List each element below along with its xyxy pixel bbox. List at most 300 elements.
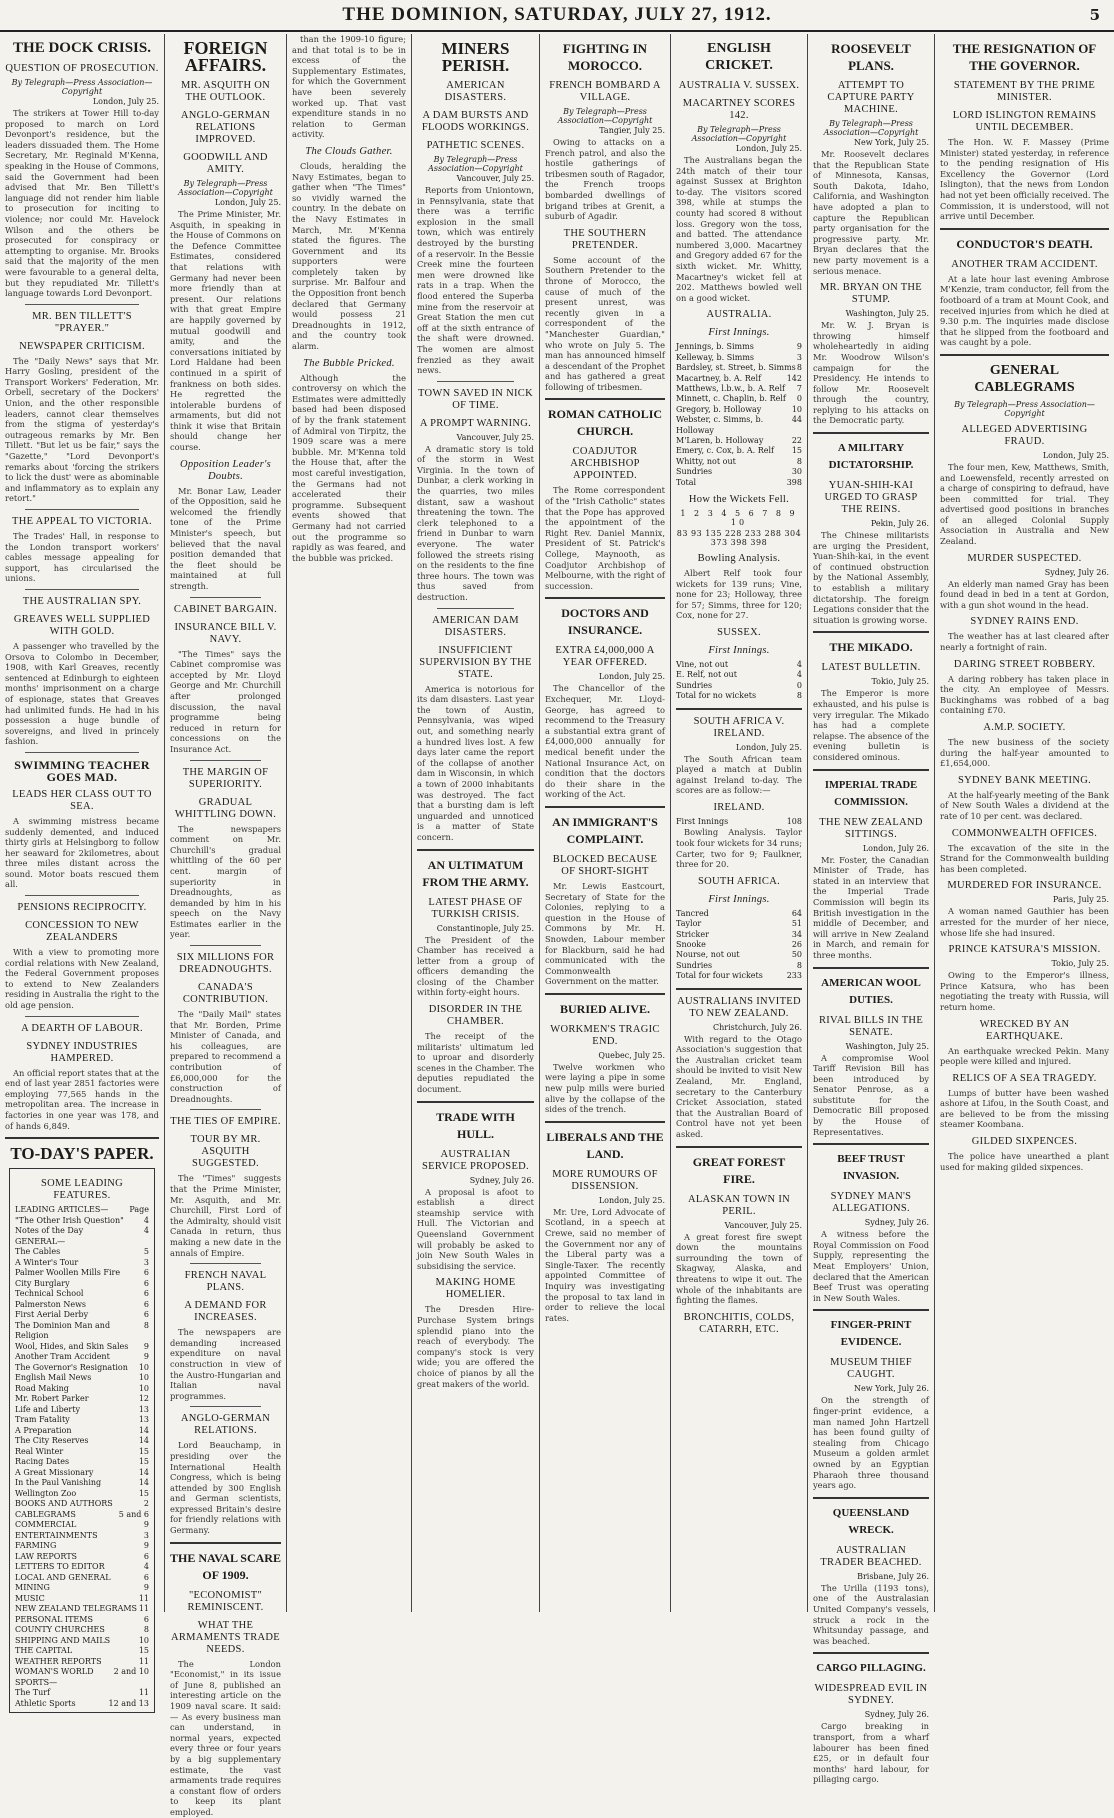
score-row-value: 142 (786, 373, 802, 383)
toc-item-label: Wellington Zoo (15, 1488, 77, 1498)
score-row (676, 681, 802, 691)
article-headline: AMERICAN DAM DISASTERS. (432, 614, 519, 638)
masthead-title: THE DOMINION, SATURDAY, JULY 27, 1912. (342, 4, 772, 25)
toc-item-value: 15 (138, 1446, 149, 1456)
article-subhead: ANGLO-GERMAN RELATIONS IMPROVED. (180, 110, 271, 145)
toc-item-value: 9 (143, 1352, 149, 1362)
table-of-contents (9, 1168, 155, 1713)
score-row-label: Emery, c. Cox, b. A. Relf (676, 446, 774, 456)
toc-item-label: CABLEGRAMS (15, 1509, 76, 1519)
column-2 (165, 34, 287, 1817)
article-subhead: ANOTHER TRAM ACCIDENT. (951, 258, 1098, 270)
toc-item-label: LETTERS TO EDITOR (15, 1562, 105, 1572)
toc-item-label: MINING (15, 1583, 50, 1593)
toc-item-value: 6 (143, 1268, 149, 1278)
article-subhead: YUAN-SHIH-KAI URGED TO GRASP THE REINS. (824, 480, 918, 516)
article-body: Twelve workmen who were laying a pipe in some new pulp mills were buried alive by the collapse of the sides of the trench. (545, 1061, 665, 1115)
article-body: Mr. Foster, the Canadian Minister of Trade, has stated in an interview that the Imperial Trade Commission will begin its British investigation in the middle of December, and will arrive in New Zealand in March, and remain for three months. (813, 854, 929, 960)
article-headline: MR. BRYAN ON THE STUMP. (819, 282, 923, 306)
article-body: Mr. Lewis Eastcourt, Secretary of State for the Colonies, replying to a question in the House of Commons by Mr. H. Snowden, Labour member for Blackburn, said he had communicated with the Commonwealth Government on the matter. (545, 880, 665, 987)
article-headline: IMPERIAL TRADE COMMISSION. (824, 779, 918, 808)
article-headline: THE AUSTRALIAN SPY. (22, 595, 142, 607)
article-subhead: QUESTION OF PROSECUTION. (5, 63, 159, 74)
article-headline: PRINCE KATSURA'S MISSION. (948, 944, 1101, 956)
toc-item-label: Palmer Woollen Mills Fire (15, 1268, 121, 1278)
article-headline: CABINET BARGAIN. (173, 603, 278, 615)
article-headline: SIX MILLIONS FOR DREADNOUGHTS. (176, 952, 275, 976)
toc-item-label: ENTERTAINMENTS (15, 1530, 98, 1540)
score-row-value: 398 (786, 477, 802, 487)
article-body: The Trades' Hall, in response to the London transport workers' cables message appealing for support, has circularised the unions. (5, 531, 159, 584)
toc-item-label: First Aerial Derby (15, 1310, 89, 1320)
score-row (676, 930, 802, 940)
article-body: Mr. W. J. Bryan is throwing himself wholeheartedly in aiding Mr. Woodrow Wilson's campaign for the Presidency. He intends to follow Mr. Roosevelt through the country, replying to his attacks on the Democratic party. (813, 320, 929, 426)
dateline: New York, July 25. (854, 138, 929, 147)
score-value: 108 (786, 816, 802, 826)
score-row-value: 0 (796, 394, 802, 404)
article-subhead: GREAVES WELL SUPPLIED WITH GOLD. (13, 613, 151, 637)
article-body: A passenger who travelled by the Orsova to Colombo in December, 1908, with Karl Greaves, recently sentenced at Edinburgh to eighteen months' imprisonment on a charge of espionage, states that Greaves had unlimited funds. He had in his possession a huge bundle of sovereigns, and lived in princely fashion. (5, 640, 159, 747)
column-8 (935, 34, 1114, 1612)
team-heading: AUSTRALIA. (706, 309, 772, 321)
article-headline: PENSIONS RECIPROCITY. (17, 902, 147, 914)
toc-item-label: Life and Liberty (15, 1404, 80, 1414)
article-subhead: RIVAL BILLS IN THE SENATE. (818, 1014, 924, 1038)
toc-item (15, 1205, 149, 1216)
dateline: Constantinople, July 25. (436, 923, 534, 933)
fow-numbers: 1 2 3 4 5 6 7 8 9 10 (680, 509, 798, 527)
toc-list (15, 1205, 149, 1709)
bowling-analysis: Albert Relf took four wickets for 139 runs; Vine, none for 23; Holloway, three for 57; Simms, three for 120; Cox, none for 27. (676, 568, 802, 621)
score-row-label: Minnett, c. Chaplin, b. Relf (676, 394, 786, 404)
toc-item (15, 1552, 149, 1563)
article-body: America is notorious for its dam disasters. Last year the town of Austin, Pennsylvania, was wiped out, and something nearly a hundred lives lost. A few days later came the report of the collapse of another dam in Wisconsin, in which a town of 2000 inhabitants was destroyed. The fact that a bursting dam is left unguarded and unnoticed is a matter of State concern. (417, 683, 534, 842)
article-subhead: SYDNEY INDUSTRIES HAMPERED. (26, 1040, 138, 1064)
toc-item-value: 9 (143, 1583, 149, 1593)
toc-item (15, 1405, 149, 1416)
dateline: Sydney, July 26. (864, 1710, 929, 1720)
article-headline: THE APPEAL TO VICTORIA. (12, 516, 152, 527)
column-5 (540, 34, 671, 1612)
toc-item-value: 10 (138, 1373, 149, 1383)
score-row (676, 467, 802, 477)
toc-item-value: 13 (138, 1404, 149, 1414)
dateline: Tokio, July 25. (1051, 959, 1109, 969)
score-row-value: 15 (791, 446, 802, 456)
score-row-value: 3 (796, 352, 802, 362)
article-subhead: "ECONOMIST" REMINISCENT. (187, 1589, 264, 1613)
toc-item (15, 1510, 149, 1521)
toc-item-value: 2 (143, 1499, 149, 1509)
article-subhead: LATEST PHASE OF TURKISH CRISIS. (428, 896, 523, 920)
article-body: Mr. Roosevelt declares that the Republican State of Minnesota, Kansas, South Dakota, Idaho, California, and Washington have adopted a plan to capture the Republican party organisation for the progressive party. Mr. Bryan declares that the new party movement is a serious menace. (813, 149, 929, 276)
toc-item (15, 1636, 149, 1647)
toc-item-label: Wool, Hides, and Skin Sales (15, 1341, 129, 1351)
toc-item-label: FARMING (15, 1541, 57, 1551)
toc-item (15, 1583, 149, 1594)
toc-item-label: GENERAL— (15, 1236, 66, 1246)
toc-item-value: 8 (143, 1625, 149, 1635)
score-row-value: 0 (796, 680, 802, 690)
article-headline: GILDED SIXPENCES. (971, 1136, 1078, 1148)
score-row-label: Webster, c. Simms, b. Holloway (676, 415, 764, 435)
article-headline: THE DOCK CRISIS. (13, 40, 151, 56)
article-body: Mr. Ure, Lord Advocate of Scotland, in a speech at Crewe, said no member of the Government nor any of the Liberal party was a Single-Taxer. The recently appointed Committee of Inquiry was investigating the proposal to tax land in order to relieve the local rates. (545, 1206, 665, 1323)
column-6 (671, 34, 808, 1612)
toc-item (15, 1604, 149, 1615)
article-headline: THE MIKADO. (829, 640, 913, 655)
dateline: London, July 25. (1042, 450, 1109, 460)
article-subhead: INSUFFICIENT SUPERVISION BY THE STATE. (419, 644, 532, 680)
article-subhead: MACARTNEY SCORES 142. (682, 98, 796, 121)
toc-item-label: Mr. Robert Parker (15, 1394, 89, 1404)
article-body: Owing to the Emperor's illness, Prince Katsura, who has been negotiating the treaty with Russia, will return home. (940, 970, 1109, 1012)
article-body: Although the controversy on which the Estimates were admittedly based had been disposed of by the frank statement of Admiral von Tirpitz, the 1909 scare was a mere bubble. Mr. M'Kenna told the House that, after the most careful investigation, the Germans had not accelerated their programme. Subsequent events showed that Germany had not carried out the programme so rapidly as was feared, and the bubble was pricked. (292, 372, 406, 563)
toc-item-label: A Great Missionary (15, 1467, 94, 1477)
score-row-value: 22 (791, 435, 802, 445)
toc-item (15, 1289, 149, 1300)
article-subhead: AMERICAN DISASTERS. (444, 80, 507, 103)
article-body: The Rome correspondent of the "Irish Catholic" states that the Pope has approved the appointment of the Right Rev. Daniel Mannix, President of St. Patrick's College, Maynooth, as Coadjutor Archbishop of Melbourne, with the right of succession. (545, 485, 665, 591)
article-headline: DOCTORS AND INSURANCE. (561, 606, 649, 638)
score-row (676, 415, 802, 436)
article-headline: LIBERALS AND THE LAND. (546, 1129, 664, 1161)
article-headline: A.M.P. SOCIETY. (983, 722, 1066, 733)
toc-item (15, 1562, 149, 1573)
bowling-heading: Bowling Analysis. (697, 553, 781, 564)
article-body: Owing to attacks on a French patrol, and also the hostile gatherings of tribesmen south of Ragador, the French troops bombarded dwellings of brigand tribes at Grenit, a suburb of Agadir. (545, 137, 665, 222)
toc-item-label: The Dominion Man and Religion (15, 1320, 111, 1341)
dateline: Vancouver, July 25. (456, 174, 534, 183)
article-subhead: WIDESPREAD EVIL IN SYDNEY. (814, 1683, 928, 1707)
toc-item (15, 1268, 149, 1279)
score-row-label: Sundries (676, 680, 713, 690)
article-headline: COMMONWEALTH OFFICES. (951, 827, 1098, 839)
article-headline: MURDER SUSPECTED. (967, 552, 1082, 564)
article-headline: SOUTH AFRICA V. IRELAND. (693, 715, 785, 739)
article-body: The police have unearthed a plant used for making gilded sixpences. (940, 1151, 1109, 1172)
advert-headline: BRONCHITIS, COLDS, CATARRH, ETC. (683, 1311, 795, 1335)
article-headline: A DEARTH OF LABOUR. (21, 1022, 143, 1034)
toc-item-value: 10 (138, 1362, 149, 1372)
toc-item (15, 1310, 149, 1321)
toc-item (15, 1478, 149, 1489)
article-headline: CONDUCTOR'S DEATH. (956, 236, 1093, 251)
score-row-label: E. Relf, not out (676, 670, 737, 680)
column-1 (0, 34, 165, 1708)
score-row-value: 51 (791, 919, 802, 929)
article-headline: FOREIGN AFFAIRS. (183, 38, 268, 75)
column-3 (287, 34, 412, 1612)
section-headline: GENERAL CABLEGRAMS (974, 362, 1075, 395)
toc-item-value: 5 and 6 (118, 1509, 149, 1519)
dateline: Vancouver, July 25. (456, 432, 534, 442)
article-body: The Chinese militarists are urging the President, Yuan-Shih-kai, in the event of continued obstruction by the National Assembly, to establish a military dictatorship. The foreign Legations consider that the situation is growing worse. (813, 530, 929, 625)
article-body: The newspapers comment on Mr. Churchill's gradual whittling of the 60 per cent. margin of superiority in Dreadnoughts, as demanded by him in his speech on the Navy Estimates earlier in the year. (170, 823, 281, 940)
toc-item-label: SHIPPING AND MAILS (15, 1635, 111, 1645)
article-body: A proposal is afoot to establish a direct steamship service with Hull. The Victorian and Queensland Government will probably be asked to join New South Wales in subsidising the service. (417, 1186, 534, 1271)
dateline: London, July 25. (92, 97, 159, 106)
toc-item-value: 11 (138, 1604, 149, 1614)
score-row (676, 405, 802, 415)
toc-item (15, 1699, 149, 1710)
dateline: London, July 25. (214, 198, 281, 207)
article-body: The Prime Minister, Mr. Asquith, in speaking in the House of Commons on the Defence Committee Estimates, considered that relations with Germany had never been more friendly than at present. Our relations with that great Empire are happily governed by mutual goodwill and amity, and the conversations initiated by Lord Haldane had been continued in a spirit of frankness on both sides. He regretted the intolerable burdens of armaments, but did not think it wise that Britain should change her course. (170, 209, 281, 453)
dateline: London, July 26. (862, 843, 929, 853)
toc-item (15, 1468, 149, 1479)
toc-item-label: City Burglary (15, 1278, 70, 1288)
article-headline: FINGER-PRINT EVIDENCE. (830, 1319, 912, 1349)
toc-item-label: Road Making (15, 1383, 69, 1393)
toc-item-value: 4 (143, 1226, 149, 1236)
toc-item (15, 1394, 149, 1405)
score-row-label: Vine, not out (676, 659, 729, 669)
article-headline: MINERS PERISH. (441, 39, 510, 75)
toc-item (15, 1688, 149, 1699)
article-subhead: AUSTRALIAN TRADER BEACHED. (820, 1544, 922, 1568)
toc-item-label: English Mail News (15, 1373, 92, 1383)
article-body: The Australians began the 24th match of their tour against Sussex at Brighton to-day. The visitors scored 398, while at stumps the county had scored 8 without loss. Gregory won the toss, and batted. The attendance numbered 3,000. Macartney and Gregory added 67 for the sixth wicket. Mr. Whitty, Macartney's wicket fell at 202. Matthews bowled well on a good wicket. (676, 155, 802, 303)
article-headline: SYDNEY BANK MEETING. (957, 774, 1092, 786)
toc-item (15, 1216, 149, 1227)
article-body: A compromise Wool Tariff Revision Bill has been introduced by Senator Penrose, as a substitute for the Democratic Bill proposed by the House of Representatives. (813, 1052, 929, 1137)
article-subhead: DISORDER IN THE CHAMBER. (428, 1004, 523, 1028)
scorecard (676, 660, 802, 702)
toc-item (15, 1415, 149, 1426)
article-body: Lord Beauchamp, in presiding over the International Health Congress, which is being attended by 300 English and German scientists, expressed Britain's desire for friendly relations with Germany. (170, 1440, 281, 1536)
score-row-label: Total for four wickets (676, 971, 763, 981)
dateline: Tangier, July 25. (599, 126, 665, 135)
article-body: The new business of the society during the half-year amounted to £1,654,000. (940, 737, 1109, 769)
score-row-value: 8 (796, 960, 802, 970)
toc-item-value: 6 (143, 1614, 149, 1624)
article-headline: ENGLISH CRICKET. (705, 41, 773, 73)
article-body: Clouds, heralding the Navy Estimates, began to gather when "The Times" so vividly warned the country. In the debate on the Navy Estimates in March, Mr. M'Kenna stated the figures. The Government and its supporters were completely taken by surprise. Mr. Balfour and the Opposition front bench declared that Germany would possess 21 Dreadnoughts in 1912, and the country took alarm. (292, 160, 406, 352)
toc-item (15, 1300, 149, 1311)
article-body: On the strength of finger-print evidence, a man named John Hartzell has been found guilty of stealing from Chicago Museum a golden armlet owned by an Egyptian Pharaoh three thousand years ago. (813, 1395, 929, 1491)
article-subhead: MORE RUMOURS OF DISSENSION. (552, 1168, 658, 1192)
columns (0, 34, 1114, 1817)
fow-heading: How the Wickets Fell. (688, 494, 790, 505)
score-row-label: Snooke (676, 939, 706, 949)
dateline: Pekin, July 26. (870, 519, 929, 529)
team-heading: SOUTH AFRICA. (697, 875, 781, 887)
innings-label: First Innings. (708, 327, 770, 339)
article-subhead: A DAM BURSTS AND FLOODS WORKINGS. (421, 110, 530, 133)
score-row-label: Macartney, b. A. Relf (676, 373, 762, 383)
article-headline: ROMAN CATHOLIC CHURCH. (547, 407, 663, 439)
toc-headline: TO-DAY'S PAPER. (10, 1144, 154, 1164)
toc-item-value: 9 (143, 1520, 149, 1530)
toc-item-value: 14 (138, 1467, 149, 1477)
article-body: At the half-yearly meeting of the Bank of New South Wales a dividend at the rate of 10 per cent. was declared. (940, 789, 1109, 821)
score-row (676, 353, 802, 363)
article-body: The Urilla (1193 tons), one of the Australasian United Company's vessels, struck a rock in the Whitsunday passage, and was beached. (813, 1582, 929, 1646)
score-row-value: 64 (791, 908, 802, 918)
toc-item-label: LEADING ARTICLES— (15, 1205, 109, 1215)
article-headline: DARING STREET ROBBERY. (953, 658, 1096, 670)
article-subhead: A PROMPT WARNING. (419, 417, 532, 429)
dateline: Washington, July 25. (845, 309, 929, 319)
toc-item-label: WOMAN'S WORLD (15, 1667, 94, 1677)
toc-item (15, 1499, 149, 1510)
toc-item-value: 5 (143, 1247, 149, 1257)
dateline: Tokio, July 25. (871, 677, 929, 687)
innings-label: First Innings. (708, 644, 770, 656)
score-row-label: Jennings, b. Simms (676, 342, 754, 352)
score-row (676, 363, 802, 373)
score-row-label: Sundries (676, 467, 713, 477)
score-row-label: Total for no wickets (676, 691, 757, 701)
toc-item-value: 6 (143, 1289, 149, 1299)
article-headline: FRENCH NAVAL PLANS. (184, 1270, 267, 1294)
toc-item-value: 15 (138, 1646, 149, 1656)
toc-item-label: MUSIC (15, 1593, 45, 1603)
score-row-value: 8 (796, 456, 802, 466)
article-subhead: NEWSPAPER CRITICISM. (19, 340, 145, 352)
toc-item (15, 1279, 149, 1290)
article-body: The Hon. W. F. Massey (Prime Minister) stated yesterday, in reference to the pending resignation of His Excellency the Governor (Lord Islington), that the news from London had not yet been officially received. The Commission, it is understood, will not arrive until December. (940, 137, 1109, 222)
article-headline: AN ULTIMATUM FROM THE ARMY. (422, 857, 529, 889)
dateline: Quebec, July 25. (598, 1050, 665, 1060)
article-body: The newspapers are demanding increased expenditure on naval construction in view of the Austro-Hungarian and Italian naval programmes. (170, 1327, 281, 1401)
dateline: Brisbane, July 26. (857, 1571, 929, 1581)
score-row (676, 457, 802, 467)
credit-line: By Telegraph—Press Association—Copyright (557, 107, 653, 125)
score-row-value: 44 (791, 415, 802, 425)
toc-item (15, 1657, 149, 1668)
article-headline: GREAT FOREST FIRE. (692, 1154, 786, 1186)
score-row-value: 8 (796, 363, 802, 373)
toc-item-value: 2 and 10 (113, 1667, 149, 1677)
toc-item (15, 1646, 149, 1657)
score-row-value: 30 (791, 467, 802, 477)
team-heading: SUSSEX. (717, 626, 761, 638)
article-body: With regard to the Otago Association's suggestion that the Australian cricket team should be invited to visit New Zealand, Mr. England, secretary to the Canterbury Cricket Association, stated that the Australian Board of Control have not yet been asked. (676, 1033, 802, 1139)
article-subhead: GOODWILL AND AMITY. (183, 152, 268, 175)
article-subhead: ATTEMPT TO CAPTURE PARTY MACHINE. (827, 80, 915, 115)
score-row-value: 4 (796, 670, 802, 680)
article-body: The weather has at last cleared after nearly a fortnight of rain. (940, 631, 1109, 653)
article-subhead: THE NEW ZEALAND SITTINGS. (819, 816, 923, 840)
dateline: New York, July 26. (854, 1384, 929, 1394)
toc-item-value: 9 (143, 1341, 149, 1351)
toc-item-value: 11 (138, 1656, 149, 1666)
toc-item-label: The Turf (15, 1688, 51, 1698)
article-subhead: WHAT THE ARMAMENTS TRADE NEEDS. (170, 1619, 281, 1655)
article-headline: THE MARGIN OF SUPERIORITY. (182, 766, 269, 790)
toc-item-label: A Winter's Tour (15, 1257, 79, 1267)
dateline: Sydney, July 26. (864, 1218, 929, 1228)
dateline: Sydney, July 26. (1044, 567, 1109, 577)
article-headline: A MILITARY DICTATORSHIP. (828, 442, 914, 472)
article-headline: BURIED ALIVE. (559, 1001, 651, 1016)
article-subhead: CANADA'S CONTRIBUTION. (182, 982, 269, 1006)
article-headline: THE TIES OF EMPIRE. (170, 1116, 281, 1128)
toc-item-label: LAW REPORTS (15, 1551, 78, 1561)
section-subhead: Opposition Leader's Doubts. (179, 458, 272, 482)
toc-item (15, 1426, 149, 1437)
score-label: First Innings (676, 816, 729, 826)
article-headline: SYDNEY RAINS END. (970, 616, 1079, 628)
article-subhead: MUSEUM THIEF CAUGHT. (830, 1357, 912, 1381)
article-subhead: LEADS HER CLASS OUT TO SEA. (12, 788, 152, 812)
toc-item-value: 3 (143, 1257, 149, 1267)
toc-item (15, 1457, 149, 1468)
score-row-label: Taylor (676, 919, 702, 929)
credit-line: By Telegraph—Press Association—Copyright (11, 78, 153, 96)
toc-item-value: 4 (143, 1562, 149, 1572)
score-row (676, 950, 802, 960)
article-headline: THE NAVAL SCARE OF 1909. (170, 1550, 281, 1582)
toc-item-value: 6 (143, 1551, 149, 1561)
toc-item-value: 6 (143, 1278, 149, 1288)
toc-item-value: Page (129, 1205, 149, 1215)
toc-item-label: "The Other Irish Question" (15, 1215, 124, 1225)
score-row-value: 34 (791, 929, 802, 939)
article-subhead: SYDNEY MAN'S ALLEGATIONS. (830, 1191, 912, 1215)
toc-item (15, 1489, 149, 1500)
article-headline: BEEF TRUST INVASION. (837, 1153, 905, 1183)
toc-item (15, 1373, 149, 1384)
article-body: than the 1909-10 figure; and that total is to be in excess of the Supplementary Estimates, for which the Government have been severely worked up. That vast expenditure stands in no relation to German activity. (292, 34, 406, 140)
score-row-value: 26 (791, 939, 802, 949)
toc-item-value: 11 (138, 1688, 149, 1698)
score-row-label: Total (676, 477, 697, 487)
article-body: A great forest fire swept down the mountains surrounding the town of Skagway, Alaska, and threatens to wipe it out. The whole of the inhabitants are fighting the flames. (676, 1231, 802, 1306)
credit-line: By Telegraph—Press Association—Copyright (691, 125, 787, 143)
article-subhead: BLOCKED BECAUSE OF SHORT-SIGHT (552, 853, 658, 877)
dateline: Christchurch, July 26. (712, 1022, 802, 1032)
toc-item-value: 15 (138, 1488, 149, 1498)
article-headline: QUEENSLAND WRECK. (832, 1506, 910, 1536)
article-headline: AMERICAN WOOL DUTIES. (821, 976, 921, 1006)
article-subhead: COADJUTOR ARCHBISHOP APPOINTED. (570, 446, 640, 482)
toc-item-label: Another Tram Accident (15, 1352, 110, 1362)
dateline: London, July 25. (735, 742, 802, 752)
toc-item-label: COUNTY CHURCHES (15, 1625, 105, 1635)
article-subhead: TOUR BY MR. ASQUITH SUGGESTED. (190, 1134, 261, 1170)
score-row (676, 909, 802, 919)
article-body: Reports from Uniontown, in Pennsylvania, state that there was a terrific explosion in the small town, which was entirely destroyed by the bursting of a reservoir. In the Bessie Creek mine the fourteen men were drowned like rats in a trap. When the flood entered the Superba mine from the reservoir at Great Station the men cut off at the sixth entrance of the shaft were drowned. The women are almost frenzied as they await news. (417, 185, 534, 376)
article-subhead: MR. ASQUITH ON THE OUTLOOK. (180, 80, 271, 103)
score-row (676, 446, 802, 456)
article-body: A witness before the Royal Commission on Food Supply, representing the Meat Employers' Union, declared that the American Beef Trust was operating in New South Wales. (813, 1229, 929, 1303)
score-row (676, 384, 802, 394)
toc-item-value: 14 (138, 1425, 149, 1435)
article-body: Cargo breaking in transport, from a wharf labourer has been fined £25, or in default four months' hard labour, for pillaging cargo. (813, 1721, 929, 1785)
score-row-label: Nourse, not out (676, 950, 740, 960)
article-headline: WRECKED BY AN EARTHQUAKE. (979, 1018, 1070, 1042)
scorecard (676, 909, 802, 982)
toc-item (15, 1594, 149, 1605)
article-body: "The Times" says the Cabinet compromise was accepted by Mr. Lloyd George and Mr. Churchill after prolonged discussion, the naval programme being reduced in return for concessions on the Insurance Act. (170, 648, 281, 754)
credit-line: By Telegraph—Press Association—Copyright (178, 179, 273, 197)
section-subhead: The Bubble Pricked. (303, 357, 395, 369)
toc-item-label: SPORTS— (15, 1677, 58, 1687)
article-subhead: THE SOUTHERN PRETENDER. (563, 227, 647, 251)
toc-item-label: In the Paul Vanishing (15, 1478, 102, 1488)
score-row-label: Sundries (676, 960, 713, 970)
article-body: A swimming mistress became suddenly demented, and induced thirty girls at Helsingborg to follow her seaward for 2kilometres, about three miles distant across the sound. Motor boats rescued them all. (5, 815, 159, 890)
article-body: The "Times" suggests that the Prime Minister, Mr. Asquith, and Mr. Churchill, First Lord of the Admiralty, should visit Canada in return, thus making a new date in the annals of Empire. (170, 1173, 281, 1258)
article-headline: AN IMMIGRANT'S COMPLAINT. (552, 814, 658, 846)
team-heading: IRELAND. (713, 801, 765, 813)
score-row (676, 670, 802, 680)
article-body: An elderly man named Gray has been found dead in bed in a tent at Gordon, with a gun shot wound in the head. (940, 578, 1109, 610)
toc-item (15, 1363, 149, 1374)
toc-item (15, 1625, 149, 1636)
